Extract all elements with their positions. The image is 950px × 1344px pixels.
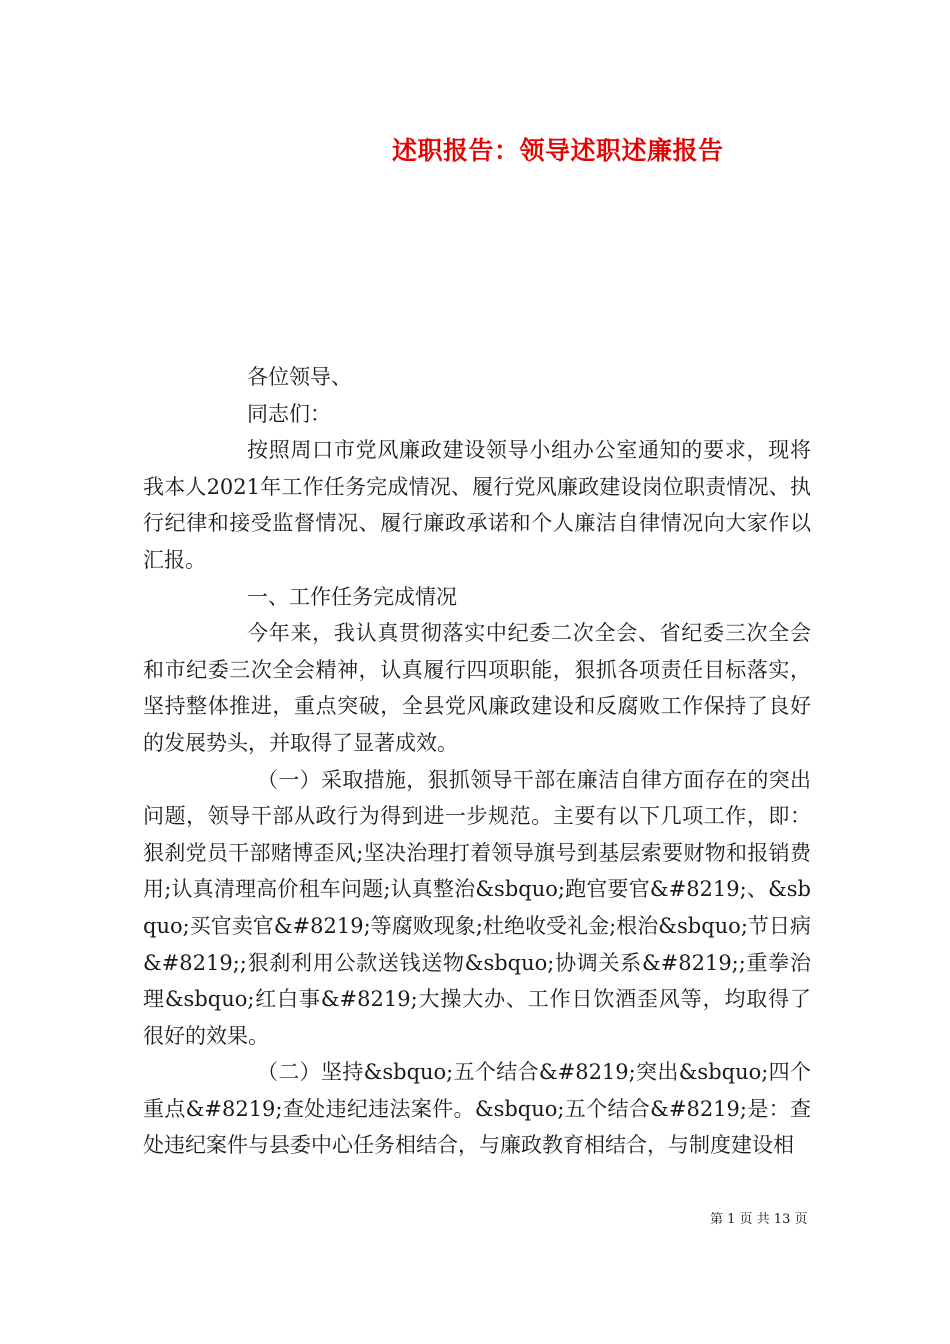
document-body — [143, 359, 811, 1164]
section-heading: 一、工作任务完成情况 — [247, 584, 457, 609]
salutation-line-2: 同志们： — [247, 401, 331, 426]
intro-paragraph: 按照周口市党风廉政建设领导小组办公室通知的要求，现将我本人2021年工作任务完成情况、履行党风廉政建设岗位职责情况、执行纪律和接受监督情况、履行廉政承诺和个人廉洁自律情况向大家作以汇报。 — [143, 438, 811, 572]
body-paragraph: 今年来，我认真贯彻落实中纪委二次全会、省纪委三次全会和市纪委三次全会精神，认真履行四项职能，狠抓各项责任目标落实，坚持整体推进，重点突破，全县党风廉政建设和反腐败工作保持了良好的发展势头，并取得了显著成效。 — [143, 621, 811, 755]
document-title: 述职报告：领导述职述廉报告 — [392, 136, 724, 165]
page-number: 第 1 页 共 13 页 — [710, 1212, 808, 1227]
salutation-line-1: 各位领导、 — [247, 365, 352, 389]
subsection-paragraph-1: （一）采取措施，狠抓领导干部在廉洁自律方面存在的突出问题，领导干部从政行为得到进一步规范。主要有以下几项工作，即：狠刹党员干部赌博歪风;坚决治理打着领导旗号到基层索要财物和报销费用;认真清理高价租车问题;认真整治&sbquo;跑官要官&#8219;、&sbquo;买官卖官&#8219;等腐败现象;杜绝收受礼金;根治&sbquo;节日病&#8219;;狠刹利用公款送钱送物&sbquo;协调关系&#8219;;重拳治理&sbquo;红白事&#8219;大操大办、工作日饮酒歪风等，均取得了很好的效果。 — [143, 767, 811, 1048]
subsection-paragraph-2: （二）坚持&sbquo;五个结合&#8219;突出&sbquo;四个重点&#8219;查处违纪违法案件。&sbquo;五个结合&#8219;是：查处违纪案件与县委中心任务相结合，与廉政教育相结合，与制度建设相 — [143, 1060, 811, 1158]
